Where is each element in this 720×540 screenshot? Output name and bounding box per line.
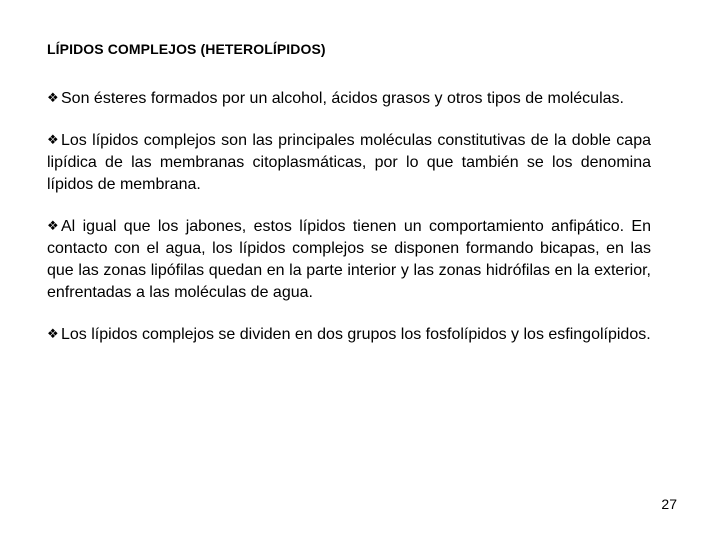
- diamond-bullet-icon: ❖: [47, 219, 59, 234]
- bullet-paragraph-2: [47, 130, 651, 196]
- diamond-bullet-icon: ❖: [47, 133, 59, 148]
- diamond-bullet-icon: ❖: [47, 91, 59, 106]
- page-number: 27: [661, 496, 677, 512]
- slide-title: LÍPIDOS COMPLEJOS (HETEROLÍPIDOS): [47, 41, 326, 57]
- bullet-paragraph-3: [47, 216, 651, 304]
- bullet-text-4: Los lípidos complejos se dividen en dos grupos los fosfolípidos y los esfingolípidos.: [61, 326, 651, 343]
- diamond-bullet-icon: ❖: [47, 327, 59, 342]
- bullet-paragraph-4: [47, 324, 651, 346]
- bullet-text-1: Son ésteres formados por un alcohol, ácidos grasos y otros tipos de moléculas.: [61, 90, 624, 107]
- slide-content: [47, 88, 651, 366]
- bullet-paragraph-1: [47, 88, 651, 110]
- bullet-text-3: Al igual que los jabones, estos lípidos tienen un comportamiento anfipático. En contacto con el agua, los lípidos complejos se disponen formando bicapas, en las que las zonas lipófilas quedan en la parte interior y las zonas hidrófilas en la exterior, enfrentadas a las moléculas de agua.: [47, 218, 651, 301]
- bullet-text-2: Los lípidos complejos son las principales moléculas constitutivas de la doble capa lipídica de las membranas citoplasmáticas, por lo que también se los denomina lípidos de membrana.: [47, 132, 651, 193]
